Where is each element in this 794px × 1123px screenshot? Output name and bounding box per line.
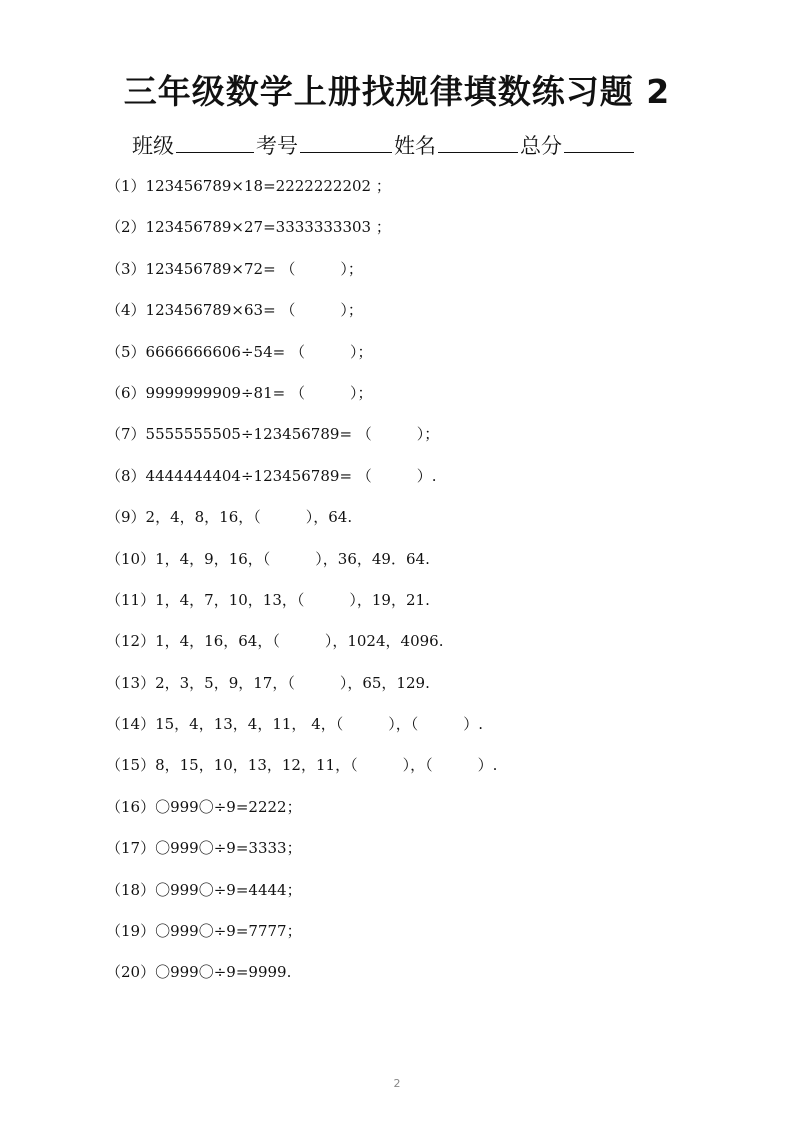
problem-11: （11）1，4，7，10，13，（ ），19，21.	[106, 590, 430, 609]
page-number: 2	[393, 1077, 401, 1090]
problem-18: （18）〇999〇÷9=4444；	[106, 880, 302, 899]
problem-3: （3）123456789×72= （ ）；	[106, 259, 363, 278]
problem-4: （4）123456789×63= （ ）；	[106, 301, 363, 320]
problem-5: （5）6666666606÷54= （ ）；	[106, 342, 373, 361]
score-blank[interactable]	[564, 130, 634, 153]
problem-13: （13）2，3，5，9，17，（ ），65，129.	[106, 673, 430, 692]
problem-2: （2）123456789×27=3333333303 ；	[106, 218, 391, 237]
student-info-line	[132, 130, 692, 161]
problem-6: （6）9999999909÷81= （ ）；	[106, 383, 373, 402]
problem-15: （15）8，15，10，13，12，11，（ ），（ ）.	[106, 756, 498, 775]
problem-14: （14）15，4，13，4，11， 4，（ ），（ ）.	[106, 715, 484, 734]
exam-no-label: 考号	[256, 134, 298, 158]
problem-16: （16）〇999〇÷9=2222；	[106, 797, 302, 816]
problem-10: （10）1，4，9，16，（ ），36，49．64.	[106, 549, 430, 568]
problem-12: （12）1，4，16，64，（ ），1024，4096.	[106, 632, 444, 651]
exam-no-blank[interactable]	[300, 130, 392, 153]
problem-9: （9）2，4，8，16，（ ），64.	[106, 508, 353, 527]
page-title: 三年级数学上册找规律填数练习题 2	[123, 72, 671, 111]
class-blank[interactable]	[176, 130, 254, 153]
problem-7: （7）5555555505÷123456789= （ ）；	[106, 425, 440, 444]
problem-8: （8）4444444404÷123456789= （ ）.	[106, 466, 437, 485]
class-label: 班级	[132, 134, 174, 158]
name-label: 姓名	[394, 134, 436, 158]
problem-19: （19）〇999〇÷9=7777；	[106, 922, 302, 941]
problem-1: （1）123456789×18=2222222202 ；	[106, 177, 391, 195]
problem-17: （17）〇999〇÷9=3333；	[106, 839, 302, 858]
name-blank[interactable]	[438, 130, 518, 153]
problem-20: （20）〇999〇÷9=9999.	[106, 963, 292, 982]
problem-list	[106, 172, 746, 1000]
score-label: 总分	[520, 134, 562, 158]
